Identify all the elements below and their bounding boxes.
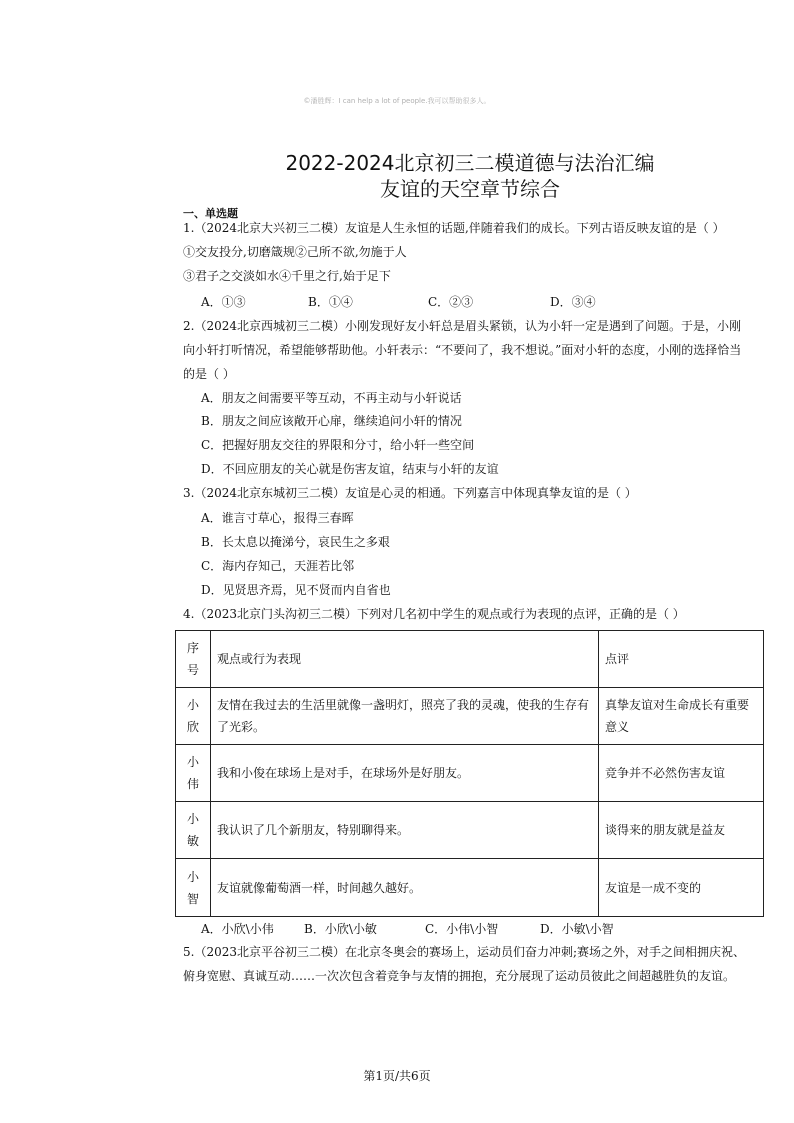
table-row [176, 688, 764, 745]
q4-option-d[interactable]: D．小敏\小智 [540, 922, 614, 936]
q2-stem-line1: 2.（2024北京西城初三二模）小刚发现好友小轩总是眉头紧锁，认为小轩一定是遇到了问题。于是，小刚 [183, 319, 741, 333]
page-number: 第1页/共6页 [363, 1069, 431, 1083]
row-comment: 真挚友谊对生命成长有重要意义 [599, 688, 764, 745]
header-comment: 点评 [599, 631, 764, 688]
row-view: 我认识了几个新朋友，特别聊得来。 [211, 802, 599, 859]
q4-table [175, 630, 764, 917]
row-comment: 竞争并不必然伤害友谊 [599, 745, 764, 802]
q1-option-d[interactable]: D．③④ [550, 295, 596, 309]
row-student-name: 小伟 [176, 745, 211, 802]
q1-line2: ①交友投分,切磨箴规②己所不欲,勿施于人 [183, 245, 407, 259]
table-row [176, 745, 764, 802]
row-student-name: 小智 [176, 859, 211, 917]
q4-stem: 4.（2023北京门头沟初三二模）下列对几名初中学生的观点或行为表现的点评，正确的是（ ） [183, 607, 685, 621]
q2-option-c[interactable]: C．把握好朋友交往的界限和分寸，给小轩一些空间 [201, 438, 475, 452]
q2-stem-line3: 的是（ ） [183, 367, 235, 381]
table-row [176, 802, 764, 859]
row-student-name: 小敏 [176, 802, 211, 859]
q1-option-c[interactable]: C．②③ [428, 295, 474, 309]
q5-stem-line1: 5.（2023北京平谷初三二模）在北京冬奥会的赛场上，运动员们奋力冲刺;赛场之外，对手之间相拥庆祝、 [183, 945, 746, 959]
row-view: 友谊就像葡萄酒一样，时间越久越好。 [211, 859, 599, 917]
q5-stem-line2: 俯身宽慰、真诚互动……一次次包含着竞争与友情的拥抱，充分展现了运动员彼此之间超越胜负的友谊。 [183, 969, 736, 983]
q4-option-a[interactable]: A．小欣\小伟 [201, 922, 274, 936]
watermark: ©潘胜辉：I can help a lot of people.我可以帮助很多人。 [303, 97, 491, 105]
q1-option-a[interactable]: A．①③ [201, 295, 246, 309]
q1-stem: 1.（2024北京大兴初三二模）友谊是人生永恒的话题,伴随着我们的成长。下列古语反映友谊的是（ ） [183, 221, 725, 235]
q4-option-b[interactable]: B．小欣\小敏 [304, 922, 377, 936]
q2-option-d[interactable]: D．不回应朋友的关心就是伤害友谊，结束与小轩的友谊 [201, 462, 499, 476]
row-view: 我和小俊在球场上是对手，在球场外是好朋友。 [211, 745, 599, 802]
q1-option-b[interactable]: B．①④ [308, 295, 353, 309]
row-view: 友情在我过去的生活里就像一盏明灯，照亮了我的灵魂，使我的生存有了光彩。 [211, 688, 599, 745]
q1-line3: ③君子之交淡如水④千里之行,始于足下 [183, 269, 391, 283]
q3-stem: 3.（2024北京东城初三二模）友谊是心灵的相通。下列嘉言中体现真挚友谊的是（ ） [183, 486, 637, 500]
row-student-name: 小欣 [176, 688, 211, 745]
section-heading: 一、单选题 [183, 207, 238, 220]
q2-option-b[interactable]: B．朋友之间应该敞开心扉，继续追问小轩的情况 [201, 414, 462, 428]
q3-option-a[interactable]: A．谁言寸草心，报得三春晖 [201, 511, 354, 525]
q2-option-a[interactable]: A．朋友之间需要平等互动，不再主动与小轩说话 [201, 391, 462, 405]
q2-stem-line2: 向小轩打听情况，希望能够帮助他。小轩表示：“不要问了，我不想说。”面对小轩的态度，小刚的选择恰当 [183, 343, 742, 357]
row-comment: 谈得来的朋友就是益友 [599, 802, 764, 859]
page-subtitle: 友谊的天空章节综合 [380, 177, 560, 201]
table-header-row [176, 631, 764, 688]
page-title: 2022-2024北京初三二模道德与法治汇编 [285, 151, 655, 175]
q3-option-b[interactable]: B．长太息以掩涕兮，哀民生之多艰 [201, 535, 390, 549]
q3-option-c[interactable]: C．海内存知己，天涯若比邻 [201, 559, 355, 573]
header-number: 序号 [176, 631, 211, 688]
row-comment: 友谊是一成不变的 [599, 859, 764, 917]
q4-option-c[interactable]: C．小伟\小智 [425, 922, 499, 936]
q1-options [201, 293, 596, 310]
q4-options [201, 920, 614, 937]
q3-option-d[interactable]: D．见贤思齐焉，见不贤而内自省也 [201, 583, 391, 597]
header-view: 观点或行为表现 [211, 631, 599, 688]
table-row [176, 859, 764, 917]
